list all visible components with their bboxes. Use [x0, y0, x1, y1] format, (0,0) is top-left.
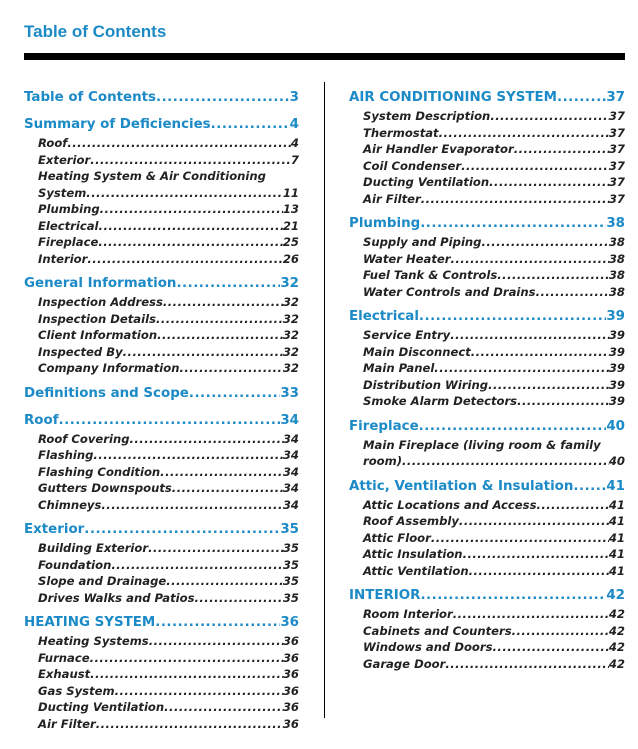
toc-entry[interactable]: [349, 377, 625, 394]
toc-entry-label: Cabinets and Counters: [363, 623, 512, 638]
toc-heading-summary[interactable]: [24, 115, 299, 135]
dot-leader: [402, 453, 609, 470]
toc-entry-label: Plumbing: [38, 202, 100, 216]
dot-leader: [463, 546, 609, 563]
dot-leader: [557, 88, 606, 108]
toc-heading-fireplace[interactable]: [349, 417, 625, 437]
toc-entry-page: 41: [608, 547, 625, 561]
toc-entry-page: 26: [282, 251, 299, 266]
toc-section-heating: [24, 613, 299, 732]
toc-entry[interactable]: [349, 393, 625, 410]
toc-entry[interactable]: [349, 563, 625, 580]
toc-heading-general[interactable]: [24, 274, 299, 294]
toc-heading-definitions-label: Definitions and Scope: [24, 385, 189, 401]
dot-leader: [96, 716, 283, 733]
toc-entry-label: Distribution Wiring: [363, 377, 489, 392]
dot-leader: [517, 393, 609, 410]
toc-entry-label: Client Information: [38, 328, 158, 342]
toc-entry[interactable]: [24, 464, 299, 481]
toc-heading-heating-page: 36: [280, 615, 299, 630]
dot-leader: [67, 135, 291, 152]
dot-leader: [419, 417, 607, 437]
toc-entry-page: 40: [608, 454, 625, 468]
dot-leader: [489, 174, 609, 191]
dot-leader: [84, 520, 280, 540]
toc-entry-page: 32: [282, 311, 299, 326]
toc-entry[interactable]: [349, 530, 625, 547]
toc-entry-label: Air Filter: [363, 191, 421, 206]
toc-entry-label: Water Controls and Drains: [363, 284, 536, 299]
toc-entry-label: Furnace: [38, 650, 90, 665]
dot-leader: [445, 656, 609, 673]
toc-heading-general-page: 32: [280, 276, 299, 291]
dot-leader: [93, 447, 282, 464]
dot-leader: [164, 699, 283, 716]
dot-leader: [512, 623, 609, 640]
toc-entry-page: 42: [608, 640, 625, 654]
toc-heading-plumbing[interactable]: [349, 214, 625, 234]
toc-entry-label: Slope and Drainage: [38, 574, 167, 588]
toc-heading-toc[interactable]: [24, 88, 299, 108]
toc-entry-page: 32: [282, 361, 299, 375]
toc-entry-page: 36: [282, 716, 299, 731]
toc-heading-electrical[interactable]: [349, 307, 625, 327]
toc-entry-label: Ducting Ventilation: [38, 700, 165, 714]
toc-entry[interactable]: [349, 284, 625, 301]
toc-entry-page: 36: [282, 683, 299, 698]
toc-entry-label: Gas System: [38, 683, 115, 698]
dot-leader: [156, 311, 283, 328]
toc-entry-page: 39: [608, 377, 625, 392]
toc-section-exterior: [24, 520, 299, 606]
column-divider: [324, 82, 325, 718]
dot-leader: [420, 586, 606, 606]
toc-entry-page: 13: [282, 202, 299, 216]
dot-leader: [157, 327, 283, 344]
toc-heading-exterior[interactable]: [24, 520, 299, 540]
toc-entry-label: Roof Assembly: [363, 514, 459, 528]
toc-entry-page: 42: [608, 656, 625, 671]
dot-leader: [481, 234, 608, 251]
toc-heading-fireplace-label: Fireplace: [349, 418, 419, 434]
dot-leader: [111, 557, 283, 574]
toc-entry-label: Coil Condenser: [363, 158, 462, 173]
toc-section-roof: [24, 411, 299, 514]
toc-entry-page: 35: [282, 541, 299, 555]
dot-leader: [99, 218, 283, 235]
toc-entry-page: 34: [282, 431, 299, 446]
toc-entry[interactable]: [349, 191, 625, 208]
toc-entry[interactable]: [349, 251, 625, 268]
page-title: Table of Contents: [24, 22, 167, 41]
dot-leader: [514, 141, 609, 158]
toc-entry-page: 35: [282, 557, 299, 572]
toc-entry-label: Main Panel: [363, 361, 435, 375]
toc-heading-interior-page: 42: [606, 588, 625, 603]
toc-entry-label: Room Interior: [363, 607, 453, 621]
toc-entry-page: 32: [282, 328, 299, 342]
toc-heading-electrical-page: 39: [606, 309, 625, 324]
toc-heading-summary-page: 4: [289, 117, 299, 132]
toc-entry[interactable]: [24, 540, 299, 557]
dot-leader: [59, 411, 281, 431]
dot-leader: [100, 201, 283, 218]
dot-leader: [130, 431, 283, 448]
toc-entry[interactable]: [349, 141, 625, 158]
toc-section-fireplace: [349, 417, 625, 470]
dot-leader: [155, 613, 280, 633]
toc-entry[interactable]: [349, 344, 625, 361]
toc-entry-page: 36: [282, 700, 299, 714]
toc-entry-page: 32: [282, 295, 299, 309]
toc-heading-plumbing-label: Plumbing: [349, 216, 421, 231]
toc-entry-label[interactable]: Heating System & Air Conditioning: [38, 169, 266, 183]
toc-entry-page: 37: [608, 109, 625, 123]
toc-entry-label: Heating Systems: [38, 634, 149, 648]
toc-heading-heating-label: HEATING SYSTEM: [24, 615, 156, 630]
dot-leader: [86, 185, 283, 202]
dot-leader: [431, 530, 609, 547]
toc-section-attic: [349, 477, 625, 580]
toc-heading-exterior-label: Exterior: [24, 522, 85, 537]
toc-entry[interactable]: [24, 480, 299, 497]
toc-entry[interactable]: [349, 623, 625, 640]
toc-entry[interactable]: [349, 108, 625, 125]
dot-leader: [87, 251, 283, 268]
dot-leader: [115, 683, 283, 700]
toc-entry-label: Chimneys: [38, 497, 102, 512]
toc-heading-attic[interactable]: [349, 477, 625, 497]
dot-leader: [90, 152, 291, 169]
toc-entry-page: 41: [608, 497, 625, 512]
toc-entry-label: Smoke Alarm Detectors: [363, 394, 518, 408]
dot-leader: [179, 360, 282, 377]
toc-entry[interactable]: [349, 513, 625, 530]
toc-entry-label: Inspection Address: [38, 295, 163, 309]
toc-entry[interactable]: [349, 125, 625, 142]
toc-entry-label: Main Disconnect: [363, 344, 471, 359]
toc-heading-ac-page: 37: [606, 90, 625, 105]
dot-leader: [148, 540, 283, 557]
toc-entry-label: Attic Ventilation: [363, 563, 469, 578]
toc-heading-plumbing-page: 38: [606, 216, 625, 231]
toc-heading-ac[interactable]: [349, 88, 625, 108]
toc-heading-summary-label: Summary of Deficiencies: [24, 117, 211, 132]
dot-leader: [536, 284, 609, 301]
dot-leader: [166, 573, 283, 590]
toc-heading-attic-label: Attic, Ventilation & Insulation: [349, 478, 574, 494]
toc-entry[interactable]: [24, 185, 299, 202]
dot-leader: [98, 234, 283, 251]
toc-entry-label: Interior: [38, 251, 88, 266]
toc-entry-label: Attic Insulation: [363, 547, 463, 561]
toc-entry-page: 39: [608, 344, 625, 359]
toc-entry[interactable]: [24, 294, 299, 311]
toc-heading-roof-label: Roof: [24, 412, 59, 428]
dot-leader: [490, 108, 609, 125]
toc-heading-interior-label: INTERIOR: [349, 588, 421, 603]
toc-entry-label: Roof: [38, 136, 68, 150]
toc-entry-page: 39: [608, 361, 625, 375]
dot-leader: [156, 88, 290, 108]
toc-heading-definitions-page: 33: [280, 385, 299, 401]
toc-entry[interactable]: [24, 699, 299, 716]
dot-leader: [471, 344, 609, 361]
toc-entry-page: 42: [608, 607, 625, 621]
toc-entry[interactable]: [24, 344, 299, 361]
toc-entry[interactable]: [24, 573, 299, 590]
toc-heading-interior[interactable]: [349, 586, 625, 606]
toc-entry[interactable]: [24, 590, 299, 607]
toc-entry-label: Attic Locations and Access: [363, 497, 537, 512]
toc-entry-label: Electrical: [38, 218, 99, 233]
toc-entry-page: 41: [608, 530, 625, 545]
toc-entry-label: Windows and Doors: [363, 640, 493, 654]
toc-entry[interactable]: [349, 453, 625, 470]
toc-entry-page: 35: [282, 574, 299, 588]
toc-entry-label: Building Exterior: [38, 541, 149, 555]
toc-entry-page: 37: [608, 158, 625, 173]
toc-entry-label: room): [363, 454, 403, 468]
toc-entry-label: Thermostat: [363, 125, 439, 140]
toc-entry-label: System: [38, 185, 87, 200]
toc-entry-label: Fireplace: [38, 235, 99, 249]
toc-entry-page: 25: [282, 235, 299, 249]
toc-entry[interactable]: [24, 218, 299, 235]
toc-entry[interactable]: [24, 666, 299, 683]
dot-leader: [450, 327, 609, 344]
toc-entry[interactable]: [24, 497, 299, 514]
toc-section-summary: [24, 115, 299, 267]
toc-entry[interactable]: [24, 234, 299, 251]
toc-entry[interactable]: [24, 360, 299, 377]
toc-entry-label: Drives Walks and Patios: [38, 590, 195, 605]
toc-entry-page: 35: [282, 590, 299, 605]
dot-leader: [451, 251, 609, 268]
toc-heading-roof[interactable]: [24, 411, 299, 431]
toc-entry-page: 36: [282, 650, 299, 665]
toc-heading-toc-page: 3: [289, 90, 299, 105]
toc-entry-label: Water Heater: [363, 251, 451, 266]
toc-heading-fireplace-page: 40: [606, 418, 625, 434]
toc-entry-label: Exterior: [38, 152, 91, 167]
toc-heading-roof-page: 34: [280, 412, 299, 428]
toc-section-general: [24, 274, 299, 377]
toc-entry-page: 36: [282, 634, 299, 648]
toc-entry[interactable]: [349, 497, 625, 514]
toc-entry-page: 34: [282, 497, 299, 512]
toc-entry-page: 38: [608, 284, 625, 299]
toc-left-column: [24, 88, 299, 739]
dot-leader: [101, 497, 282, 514]
toc-entry-page: 4: [290, 136, 299, 150]
toc-entry-page: 11: [282, 185, 299, 200]
toc-section-definitions: [24, 384, 299, 404]
toc-entry-label[interactable]: Main Fireplace (living room & family: [363, 437, 601, 452]
toc-entry-page: 41: [608, 514, 625, 528]
dot-leader: [493, 639, 609, 656]
dot-leader: [419, 307, 606, 327]
toc-section-interior: [349, 586, 625, 672]
dot-leader: [420, 214, 606, 234]
dot-leader: [469, 563, 609, 580]
toc-entry-page: 38: [608, 251, 625, 266]
dot-leader: [211, 115, 290, 135]
toc-entry-label: Fuel Tank & Controls: [363, 268, 498, 282]
toc-entry-label: Flashing: [38, 448, 94, 462]
toc-entry[interactable]: [24, 152, 299, 169]
toc-entry-label: Inspection Details: [38, 311, 156, 326]
dot-leader: [123, 344, 283, 361]
header-rule: [24, 53, 625, 60]
toc-entry[interactable]: [24, 447, 299, 464]
dot-leader: [189, 384, 280, 404]
toc-right-column: [349, 88, 625, 679]
toc-entry-page: 36: [282, 667, 299, 681]
toc-entry[interactable]: [24, 431, 299, 448]
toc-entry-label: Service Entry: [363, 328, 451, 342]
toc-heading-definitions[interactable]: [24, 384, 299, 404]
toc-entry-page: 38: [608, 235, 625, 249]
dot-leader: [421, 191, 609, 208]
dot-leader: [160, 464, 283, 481]
toc-entry-page: 32: [282, 344, 299, 359]
dot-leader: [459, 513, 609, 530]
toc-entry-label: Supply and Piping: [363, 235, 482, 249]
toc-entry-page: 37: [608, 125, 625, 140]
toc-entry-page: 34: [282, 481, 299, 495]
toc-entry-page: 34: [282, 448, 299, 462]
dot-leader: [461, 158, 609, 175]
dot-leader: [497, 267, 609, 284]
toc-entry[interactable]: [24, 327, 299, 344]
toc-entry-label: Attic Floor: [363, 530, 431, 545]
dot-leader: [176, 274, 280, 294]
toc-entry-label: Company Information: [38, 361, 180, 375]
toc-entry-page: 41: [608, 563, 625, 578]
toc-entry-label: Foundation: [38, 557, 112, 572]
toc-entry-page: 42: [608, 623, 625, 638]
toc-section-electrical: [349, 307, 625, 410]
toc-section-ac: [349, 88, 625, 207]
toc-entry[interactable]: [349, 174, 625, 191]
toc-entry-label: System Description: [363, 109, 491, 123]
dot-leader: [434, 360, 609, 377]
toc-entry[interactable]: [349, 360, 625, 377]
toc-entry-label: Roof Covering: [38, 431, 130, 446]
toc-entry[interactable]: [349, 158, 625, 175]
dot-leader: [439, 125, 609, 142]
dot-leader: [195, 590, 283, 607]
toc-entry[interactable]: [349, 267, 625, 284]
toc-entry[interactable]: [349, 546, 625, 563]
dot-leader: [163, 294, 283, 311]
toc-heading-electrical-label: Electrical: [349, 309, 419, 324]
toc-entry[interactable]: [24, 201, 299, 218]
toc-entry[interactable]: [24, 251, 299, 268]
toc-heading-exterior-page: 35: [280, 522, 299, 537]
dot-leader: [488, 377, 609, 394]
dot-leader: [90, 650, 283, 667]
toc-entry-label: Gutters Downspouts: [38, 481, 172, 495]
toc-entry-page: 37: [608, 175, 625, 189]
toc-heading-attic-page: 41: [606, 478, 625, 494]
toc-entry-label: Exhaust: [38, 667, 91, 681]
toc-entry[interactable]: [349, 606, 625, 623]
toc-heading-ac-label: AIR CONDITIONING SYSTEM: [349, 90, 557, 105]
toc-entry[interactable]: [24, 557, 299, 574]
toc-entry[interactable]: [24, 633, 299, 650]
toc-entry-page: 21: [282, 218, 299, 233]
toc-entry[interactable]: [24, 683, 299, 700]
toc-entry-label: Air Filter: [38, 716, 96, 731]
toc-entry-page: 39: [608, 328, 625, 342]
toc-entry-page: 37: [608, 191, 625, 206]
toc-entry[interactable]: [24, 650, 299, 667]
toc-entry-page: 34: [282, 464, 299, 479]
dot-leader: [453, 606, 609, 623]
dot-leader: [536, 497, 608, 514]
toc-entry-label: Flashing Condition: [38, 464, 161, 479]
toc-entry-page: 39: [608, 394, 625, 408]
toc-section-toc: [24, 88, 299, 108]
toc-entry[interactable]: [24, 311, 299, 328]
toc-entry-page: 37: [608, 142, 625, 156]
toc-section-plumbing: [349, 214, 625, 300]
toc-entry-page: 7: [290, 152, 299, 167]
toc-entry[interactable]: [349, 656, 625, 673]
toc-entry[interactable]: [24, 135, 299, 152]
toc-entry-label: Inspected By: [38, 344, 123, 359]
dot-leader: [149, 633, 283, 650]
dot-leader: [90, 666, 283, 683]
toc-heading-general-label: General Information: [24, 276, 177, 291]
toc-heading-toc-label: Table of Contents: [24, 90, 156, 105]
toc-entry[interactable]: [24, 716, 299, 733]
toc-entry-page: 38: [608, 268, 625, 282]
toc-entry-label: Air Handler Evaporator: [363, 142, 514, 156]
toc-heading-heating[interactable]: [24, 613, 299, 633]
toc-entry[interactable]: [349, 234, 625, 251]
toc-entry-label: Ducting Ventilation: [363, 175, 490, 189]
toc-entry-label: Garage Door: [363, 656, 446, 671]
dot-leader: [573, 477, 606, 497]
dot-leader: [172, 480, 283, 497]
toc-entry[interactable]: [349, 639, 625, 656]
toc-entry[interactable]: [349, 327, 625, 344]
